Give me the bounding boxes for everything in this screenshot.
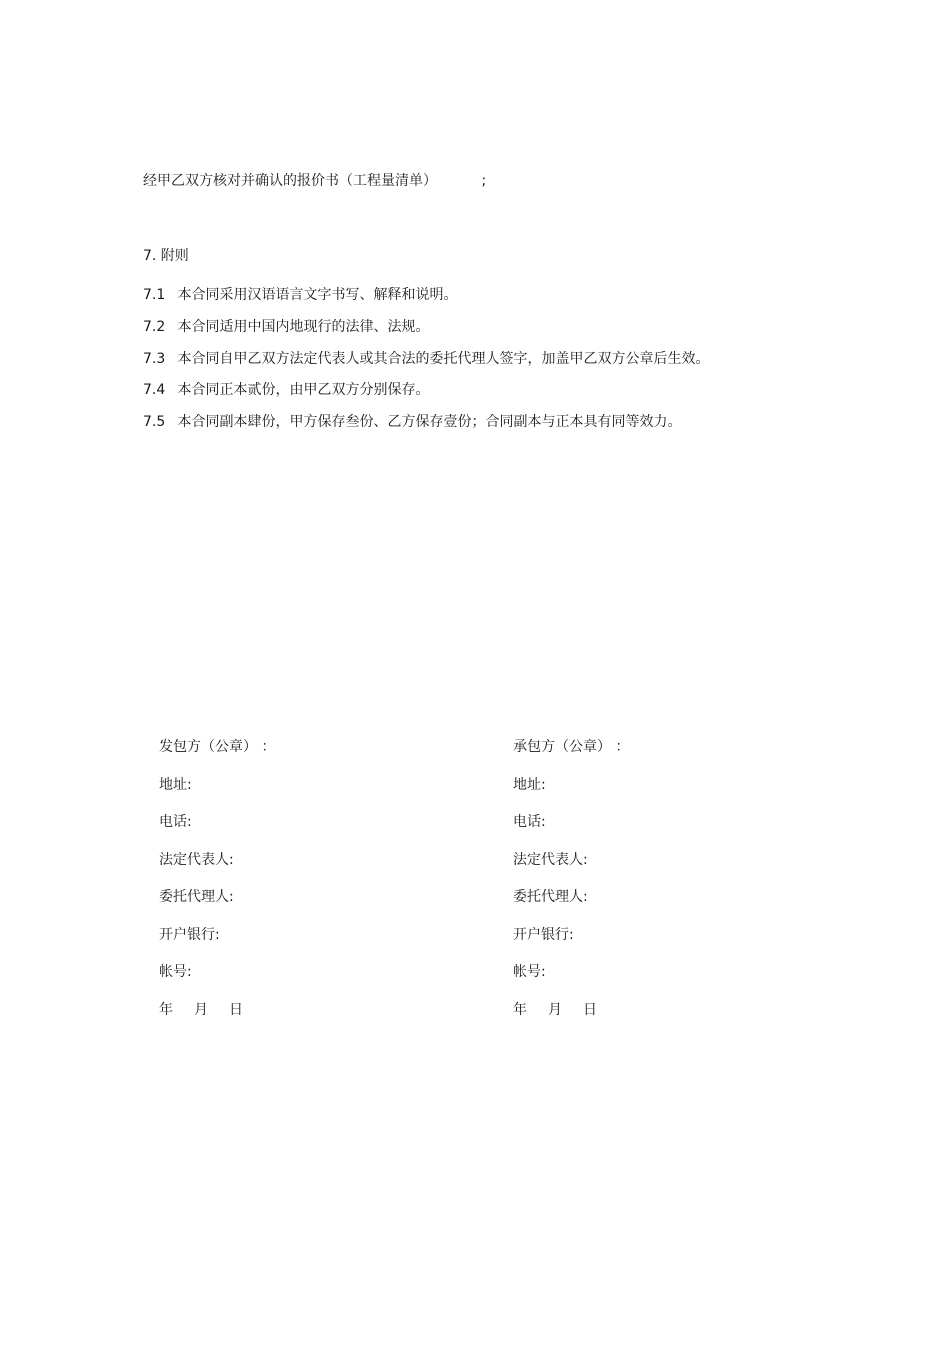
contractor-agent: 委托代理人: bbox=[513, 889, 588, 905]
clause-number: 7.5 bbox=[143, 414, 166, 430]
employer-signature-block bbox=[159, 738, 275, 1038]
employer-address: 地址: bbox=[159, 776, 192, 793]
employer-phone: 电话: bbox=[159, 814, 192, 830]
clause-text: 本合同自甲乙双方法定代表人或其合法的委托代理人签字，加盖甲乙双方公章后生效。 bbox=[177, 351, 710, 367]
intro-text: 经甲乙双方核对并确认的报价书（工程量清单） bbox=[143, 173, 437, 189]
section-heading: 7. 附则 bbox=[143, 248, 189, 264]
clause-number: 7.2 bbox=[143, 319, 166, 335]
intro-line bbox=[143, 172, 486, 190]
clause-7-4 bbox=[143, 381, 429, 399]
year-label: 年 bbox=[159, 1001, 173, 1018]
intro-terminator: ; bbox=[481, 173, 487, 189]
clause-7-2 bbox=[143, 318, 429, 336]
day-label: 日 bbox=[229, 1001, 243, 1018]
employer-bank: 开户银行: bbox=[159, 926, 220, 943]
clause-7-1 bbox=[143, 286, 457, 304]
contractor-bank: 开户银行: bbox=[513, 926, 574, 943]
month-label: 月 bbox=[548, 1001, 562, 1018]
clause-text: 本合同正本贰份，由甲乙双方分别保存。 bbox=[177, 382, 430, 398]
contractor-address: 地址: bbox=[513, 776, 546, 793]
contractor-date bbox=[513, 1001, 629, 1039]
clause-number: 7.4 bbox=[143, 382, 166, 398]
employer-account: 帐号: bbox=[159, 964, 192, 980]
clause-7-5 bbox=[143, 413, 681, 431]
year-label: 年 bbox=[513, 1001, 527, 1018]
employer-legal-rep: 法定代表人: bbox=[159, 851, 234, 868]
day-label: 日 bbox=[583, 1001, 597, 1018]
clause-text: 本合同适用中国内地现行的法律、法规。 bbox=[177, 319, 430, 335]
employer-party: 发包方（公章） ： bbox=[159, 739, 276, 755]
contractor-account: 帐号: bbox=[513, 964, 546, 980]
contractor-party: 承包方（公章） ： bbox=[513, 739, 630, 755]
contractor-phone: 电话: bbox=[513, 814, 546, 830]
clause-7-3 bbox=[143, 350, 709, 368]
clause-text: 本合同副本肆份，甲方保存叁份、乙方保存壹份；合同副本与正本具有同等效力。 bbox=[177, 414, 682, 430]
clause-number: 7.3 bbox=[143, 351, 166, 367]
month-label: 月 bbox=[194, 1001, 208, 1018]
contractor-legal-rep: 法定代表人: bbox=[513, 851, 588, 868]
contractor-signature-block bbox=[513, 738, 629, 1038]
employer-agent: 委托代理人: bbox=[159, 889, 234, 905]
clause-number: 7.1 bbox=[143, 287, 166, 303]
clause-text: 本合同采用汉语语言文字书写、解释和说明。 bbox=[177, 287, 458, 303]
employer-date bbox=[159, 1001, 275, 1039]
